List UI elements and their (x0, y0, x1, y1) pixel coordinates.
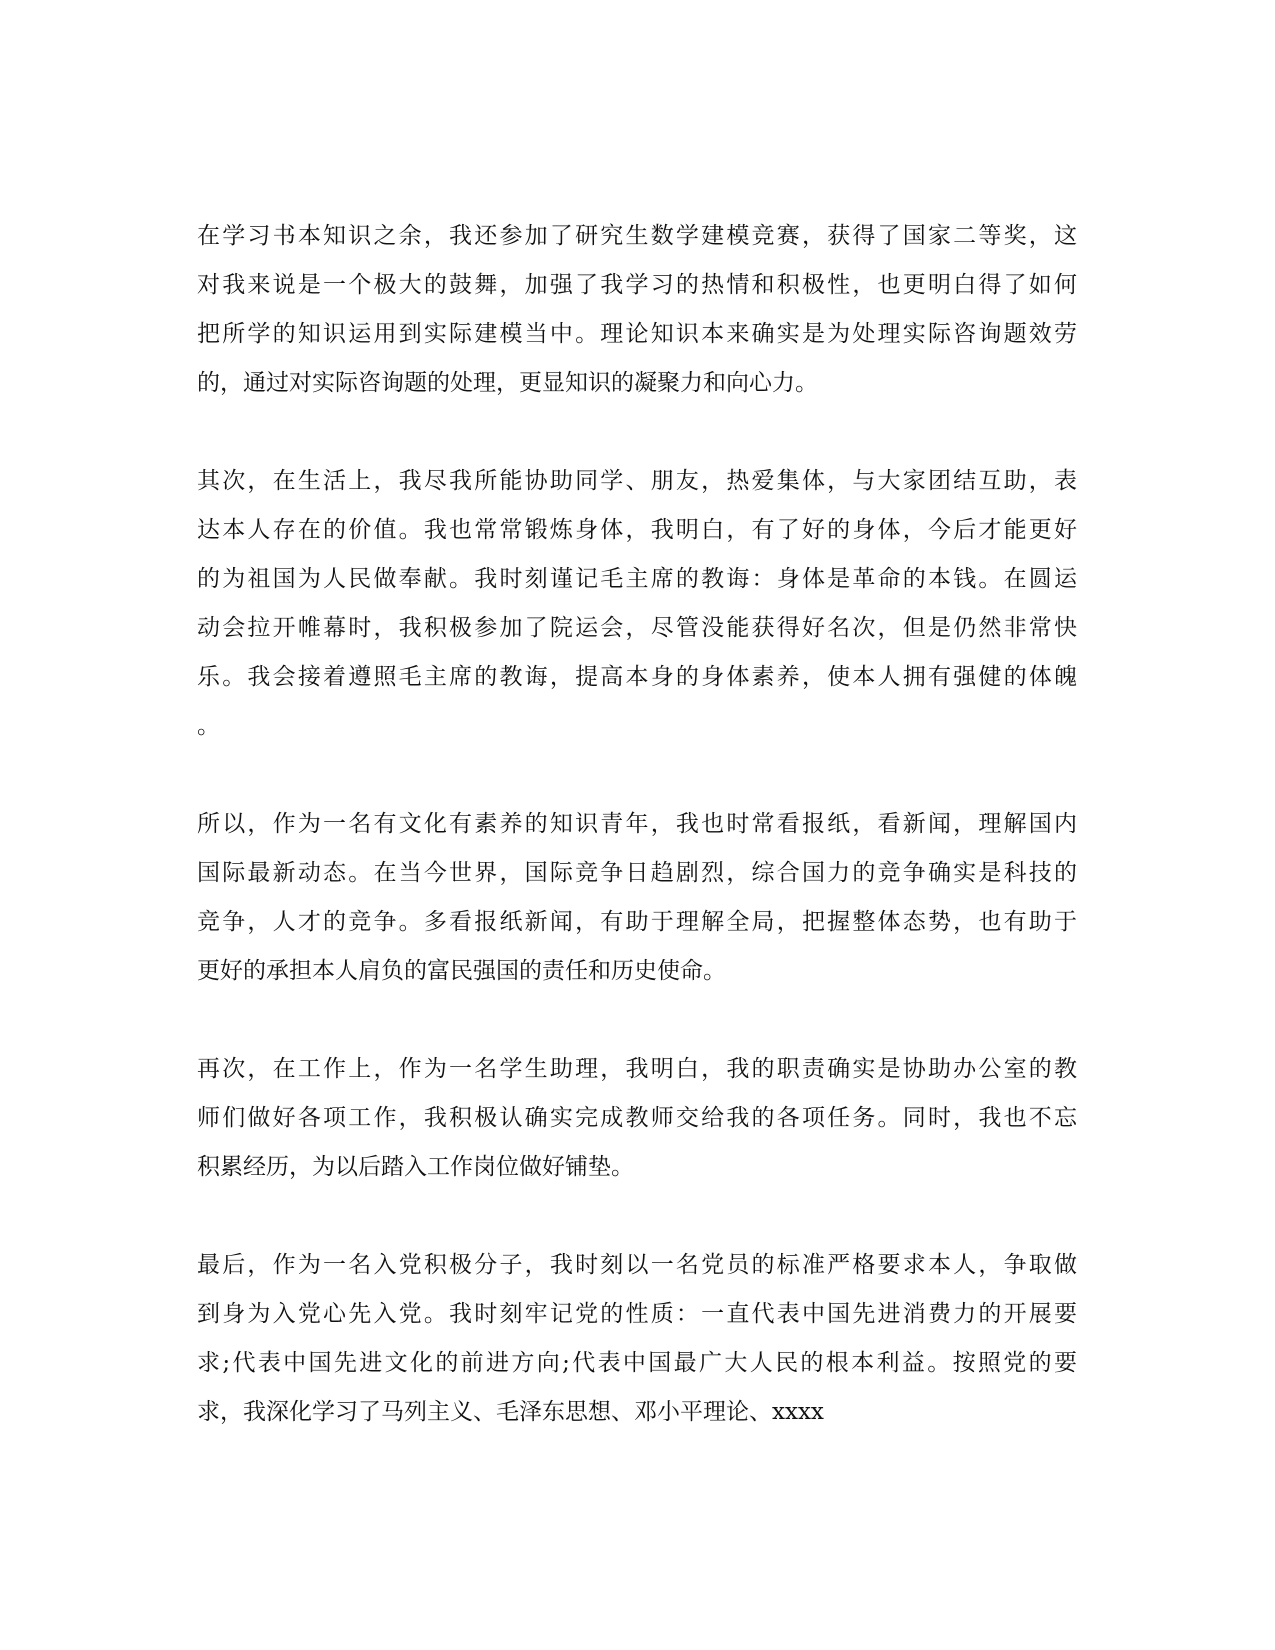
text-line: 乐。我会接着遵照毛主席的教诲，提高本身的身体素养，使本人拥有强健的体魄 (197, 664, 1077, 690)
text-line: 求，我深化学习了马列主义、毛泽东思想、邓小平理论、xxxx (197, 1399, 824, 1425)
text-line: 所以，作为一名有文化有素养的知识青年，我也时常看报纸，看新闻，理解国内 (197, 811, 1077, 837)
text-line: 。 (197, 713, 220, 739)
text-line: 的，通过对实际咨询题的处理，更显知识的凝聚力和向心力。 (197, 370, 818, 396)
text-line: 再次，在工作上，作为一名学生助理，我明白，我的职责确实是协助办公室的教 (197, 1056, 1077, 1082)
text-line: 师们做好各项工作，我积极认确实完成教师交给我的各项任务。同时，我也不忘 (197, 1105, 1077, 1131)
text-line: 达本人存在的价值。我也常常锻炼身体，我明白，有了好的身体，今后才能更好 (197, 517, 1077, 543)
text-line: 把所学的知识运用到实际建模当中。理论知识本来确实是为处理实际咨询题效劳 (197, 321, 1077, 347)
text-line: 的为祖国为人民做奉献。我时刻谨记毛主席的教诲：身体是革命的本钱。在圆运 (197, 566, 1077, 592)
document-body (197, 212, 1077, 1437)
paragraph-life (197, 457, 1077, 751)
text-line: 求;代表中国先进文化的前进方向;代表中国最广大人民的根本利益。按照党的要 (197, 1350, 1077, 1376)
text-line: 对我来说是一个极大的鼓舞，加强了我学习的热情和积极性，也更明白得了如何 (197, 272, 1077, 298)
text-line: 国际最新动态。在当今世界，国际竞争日趋剧烈，综合国力的竞争确实是科技的 (197, 860, 1077, 886)
text-line: 到身为入党心先入党。我时刻牢记党的性质：一直代表中国先进消费力的开展要 (197, 1301, 1077, 1327)
text-line: 更好的承担本人肩负的富民强国的责任和历史使命。 (197, 958, 726, 984)
text-line: 其次，在生活上，我尽我所能协助同学、朋友，热爱集体，与大家团结互助，表 (197, 468, 1077, 494)
text-line: 在学习书本知识之余，我还参加了研究生数学建模竞赛，获得了国家二等奖，这 (197, 223, 1077, 249)
paragraph-party (197, 1241, 1077, 1437)
paragraph-news (197, 800, 1077, 996)
text-line: 最后，作为一名入党积极分子，我时刻以一名党员的标准严格要求本人，争取做 (197, 1252, 1077, 1278)
paragraph-math-modeling (197, 212, 1077, 408)
text-line: 竞争，人才的竞争。多看报纸新闻，有助于理解全局，把握整体态势，也有助于 (197, 909, 1077, 935)
text-line: 动会拉开帷幕时，我积极参加了院运会，尽管没能获得好名次，但是仍然非常快 (197, 615, 1077, 641)
text-line: 积累经历，为以后踏入工作岗位做好铺垫。 (197, 1154, 634, 1180)
paragraph-work (197, 1045, 1077, 1192)
